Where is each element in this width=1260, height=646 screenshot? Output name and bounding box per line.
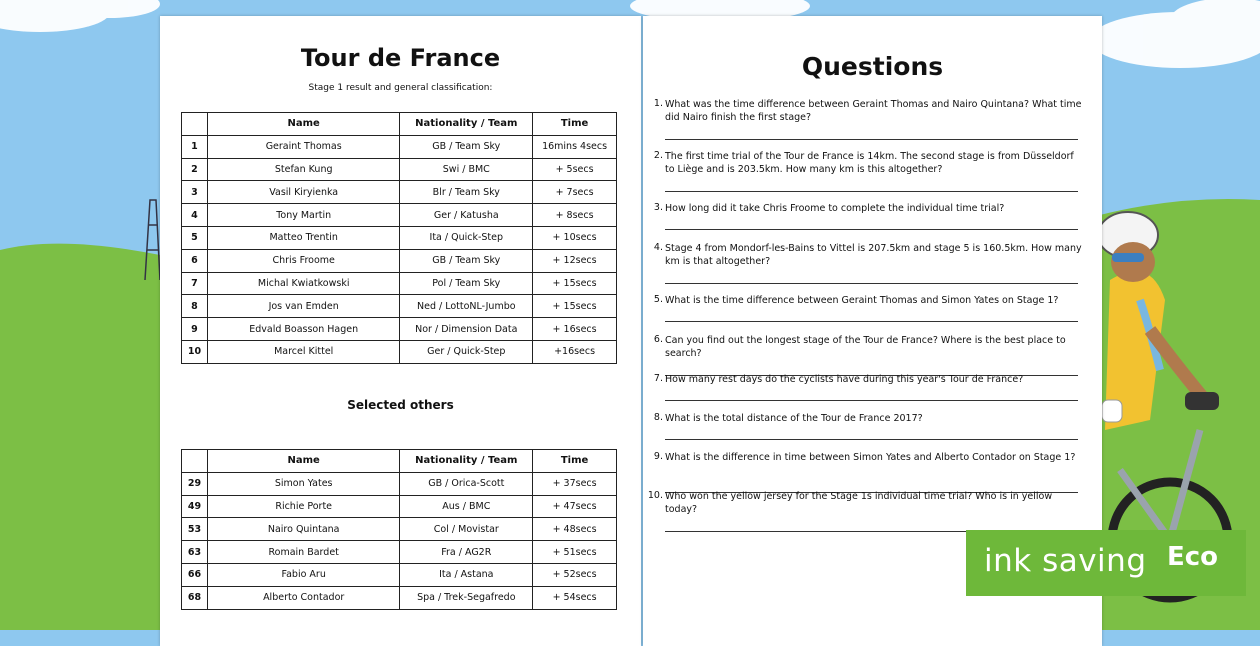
selected-others-heading: Selected others [347,398,454,412]
time-cell: + 51secs [533,541,617,564]
column-header: Name [207,113,399,136]
results-table [181,112,617,364]
question-number: 7. [653,373,663,384]
table-row [182,318,617,341]
rider-name-cell: Fabio Aru [207,563,399,586]
rider-name-cell: Vasil Kiryienka [207,181,399,204]
rider-name-cell: Marcel Kittel [207,340,399,363]
answer-line[interactable] [665,321,1078,322]
time-cell: + 7secs [533,181,617,204]
question-text: Who won the yellow jersey for the Stage 1s individual time trial? Who is in yellow today? [665,491,1053,515]
question-number: 6. [653,334,663,345]
time-cell: + 48secs [533,518,617,541]
question-text: What is the total distance of the Tour de France 2017? [665,413,923,424]
rank-cell: 4 [182,204,208,227]
page-title: Tour de France [300,44,501,72]
question-text: What was the time difference between Geraint Thomas and Nairo Quintana? What time did Nairo finish the first stage? [665,99,1082,123]
rank-cell: 9 [182,318,208,341]
results-body [182,135,617,363]
team-cell: Spa / Trek-Segafredo [400,586,533,609]
time-cell: +16secs [533,340,617,363]
rider-name-cell: Tony Martin [207,204,399,227]
rider-name-cell: Edvald Boasson Hagen [207,318,399,341]
question-number: 4. [653,242,663,253]
answer-line[interactable] [665,191,1078,192]
rider-name-cell: Stefan Kung [207,158,399,181]
rider-name-cell: Nairo Quintana [207,518,399,541]
rider-name-cell: Michal Kwiatkowski [207,272,399,295]
rank-cell: 49 [182,495,208,518]
rank-cell: 3 [182,181,208,204]
rank-cell: 53 [182,518,208,541]
table-row [182,586,617,609]
results-sheet [160,16,641,646]
rank-cell: 29 [182,472,208,495]
question-text: What is the difference in time between Simon Yates and Alberto Contador on Stage 1? [665,452,1076,463]
rank-cell: 10 [182,340,208,363]
time-cell: + 37secs [533,472,617,495]
table-row [182,181,617,204]
eco-leaf-label: Eco [1166,542,1218,572]
time-cell: + 8secs [533,204,617,227]
team-cell: Fra / AG2R [400,541,533,564]
team-cell: Ger / Quick-Step [400,340,533,363]
table-row [182,272,617,295]
others-table [181,449,617,610]
column-header: Nationality / Team [400,450,533,473]
time-cell: + 15secs [533,295,617,318]
team-cell: Aus / BMC [400,495,533,518]
table-row [182,135,617,158]
table-row [182,226,617,249]
column-header: Time [533,113,617,136]
question-text: Stage 4 from Mondorf-les-Bains to Vittel is 207.5km and stage 5 is 160.5km. How many km is that altogether? [665,243,1082,267]
column-header [182,450,208,473]
ink-saving-badge [966,530,1246,596]
answer-line[interactable] [665,400,1078,401]
table-row [182,472,617,495]
rider-name-cell: Richie Porte [207,495,399,518]
ink-saving-label: ink saving [984,543,1147,579]
answer-line[interactable] [665,283,1078,284]
question-text: Can you find out the longest stage of the Tour de France? Where is the best place to search? [665,335,1066,359]
question-text: What is the time difference between Geraint Thomas and Simon Yates on Stage 1? [665,295,1059,306]
question-text: The first time trial of the Tour de France is 14km. The second stage is from Düsseldorf to Liège and is 203.5km. How many km is this altogether? [665,151,1074,175]
table-row [182,204,617,227]
team-cell: GB / Team Sky [400,249,533,272]
table-row [182,563,617,586]
others-body [182,472,617,609]
answer-line[interactable] [665,139,1078,140]
rank-cell: 2 [182,158,208,181]
question-number: 5. [653,294,663,305]
team-cell: Ger / Katusha [400,204,533,227]
team-cell: Ned / LottoNL-Jumbo [400,295,533,318]
question-number: 10. [647,490,663,501]
table-header-row [182,450,617,473]
rider-name-cell: Jos van Emden [207,295,399,318]
time-cell: + 52secs [533,563,617,586]
table-row [182,541,617,564]
time-cell: + 10secs [533,226,617,249]
answer-line[interactable] [665,229,1078,230]
table-row [182,295,617,318]
rider-name-cell: Geraint Thomas [207,135,399,158]
question-number: 1. [653,98,663,109]
time-cell: + 16secs [533,318,617,341]
time-cell: 16mins 4secs [533,135,617,158]
rider-name-cell: Alberto Contador [207,586,399,609]
question-text: How long did it take Chris Froome to complete the individual time trial? [665,203,1005,214]
team-cell: Ita / Quick-Step [400,226,533,249]
time-cell: + 5secs [533,158,617,181]
question-text: How many rest days do the cyclists have during this year's Tour de France? [665,374,1024,385]
column-header: Name [207,450,399,473]
rank-cell: 68 [182,586,208,609]
rider-name-cell: Matteo Trentin [207,226,399,249]
table-header-row [182,113,617,136]
team-cell: Swi / BMC [400,158,533,181]
column-header: Time [533,450,617,473]
team-cell: GB / Team Sky [400,135,533,158]
team-cell: Pol / Team Sky [400,272,533,295]
team-cell: GB / Orica-Scott [400,472,533,495]
question-number: 3. [653,202,663,213]
page-subtitle: Stage 1 result and general classification: [308,83,493,93]
rider-name-cell: Chris Froome [207,249,399,272]
team-cell: Ita / Astana [400,563,533,586]
questions-title: Questions [801,52,944,81]
time-cell: + 54secs [533,586,617,609]
time-cell: + 15secs [533,272,617,295]
table-row [182,340,617,363]
rank-cell: 7 [182,272,208,295]
time-cell: + 47secs [533,495,617,518]
rank-cell: 6 [182,249,208,272]
table-row [182,495,617,518]
column-header: Nationality / Team [400,113,533,136]
rider-name-cell: Simon Yates [207,472,399,495]
rank-cell: 1 [182,135,208,158]
rider-name-cell: Romain Bardet [207,541,399,564]
table-row [182,249,617,272]
time-cell: + 12secs [533,249,617,272]
column-header [182,113,208,136]
table-row [182,158,617,181]
table-row [182,518,617,541]
rank-cell: 63 [182,541,208,564]
question-number: 9. [653,451,663,462]
rank-cell: 66 [182,563,208,586]
team-cell: Nor / Dimension Data [400,318,533,341]
rank-cell: 5 [182,226,208,249]
team-cell: Col / Movistar [400,518,533,541]
rank-cell: 8 [182,295,208,318]
question-number: 2. [653,150,663,161]
team-cell: Blr / Team Sky [400,181,533,204]
question-number: 8. [653,412,663,423]
answer-line[interactable] [665,439,1078,440]
hills-left [0,244,160,630]
